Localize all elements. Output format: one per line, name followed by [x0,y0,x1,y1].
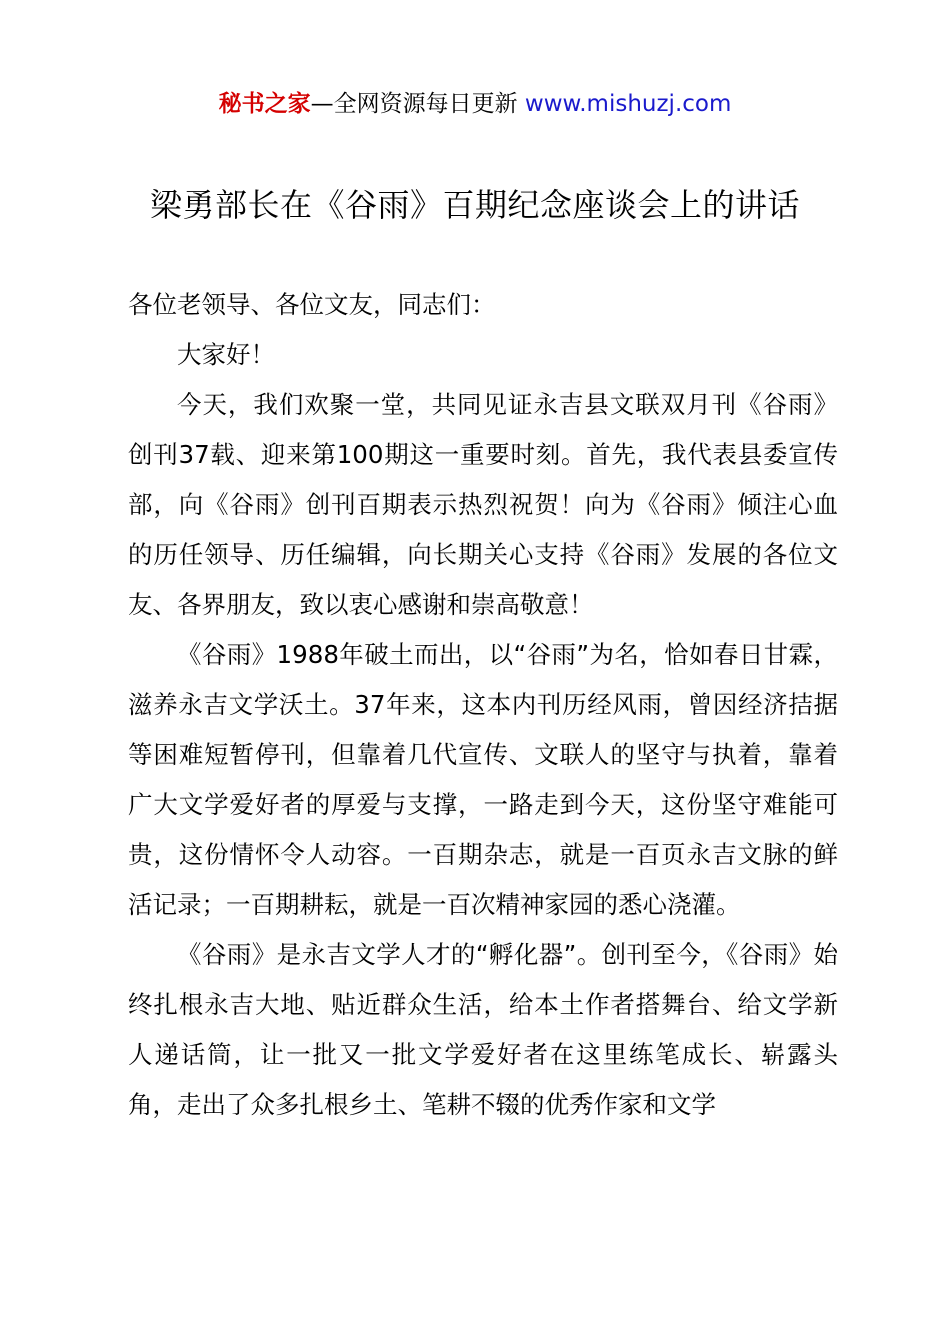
site-brand: 秘书之家 [218,91,311,117]
document-title: 梁勇部长在《谷雨》百期纪念座谈会上的讲话 [149,186,800,224]
paragraph: 今天，我们欢聚一堂，共同见证永吉县文联双月刊《谷雨》创刊37载、迎来第100期这一重要时刻。首先，我代表县委宣传部，向《谷雨》创刊百期表示热烈祝贺！向为《谷雨》倾注心血的历任领导、历任编辑，向长期关心支持《谷雨》发展的各位文友、各界朋友，致以衷心感谢和崇高敬意！ [128,390,838,619]
paragraph: 《谷雨》1988年破土而出，以“谷雨”为名，恰如春日甘霖，滋养永吉文学沃土。37年来，这本内刊历经风雨，曾因经济拮据等困难短暂停刊，但靠着几代宣传、文联人的坚守与执着，靠着广大文学爱好者的厚爱与支撑，一路走到今天，这份坚守难能可贵，这份情怀令人动容。一百期杂志，就是一百页永吉文脉的鲜活记录；一百期耕耘，就是一百次精神家园的悉心浇灌。 [128,640,838,919]
salutation: 各位老领导、各位文友，同志们： [128,290,496,319]
paragraph: 大家好！ [177,340,275,369]
site-slogan: —全网资源每日更新 [310,91,525,117]
site-url-link[interactable]: www.mishuzj.com [524,91,732,117]
site-header [0,86,950,122]
paragraph: 《谷雨》是永吉文学人才的“孵化器”。创刊至今，《谷雨》始终扎根永吉大地、贴近群众生活，给本土作者搭舞台、给文学新人递话筒，让一批又一批文学爱好者在这里练笔成长、崭露头角，走出了众多扎根乡土、笔耕不辍的优秀作家和文学 [128,940,838,1119]
document-body [128,280,838,1130]
